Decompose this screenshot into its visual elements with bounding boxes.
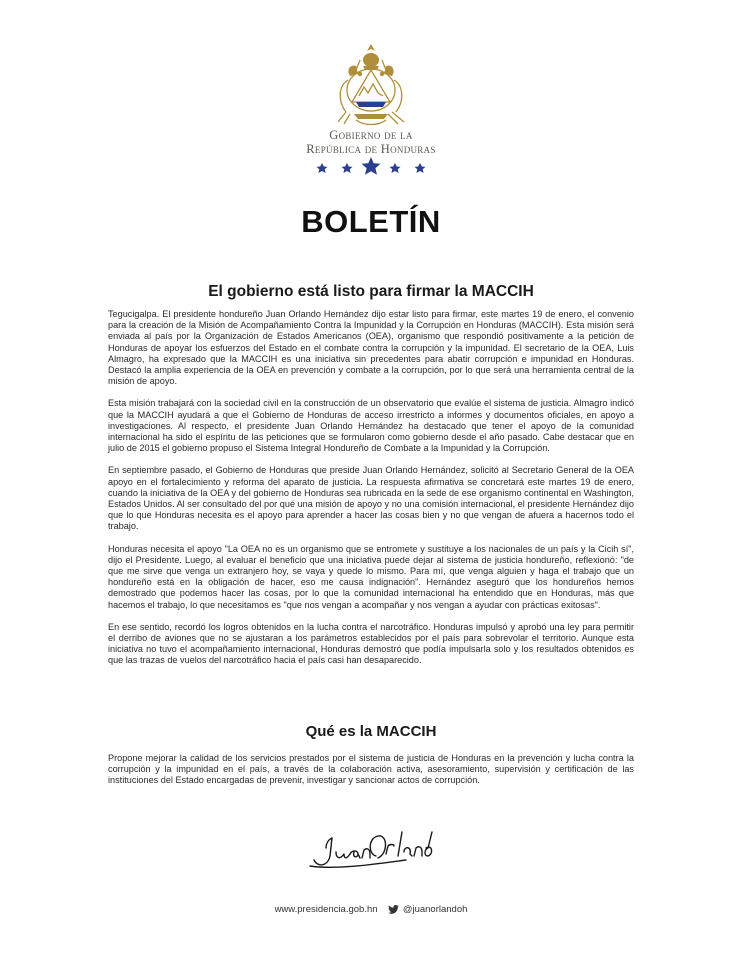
bulletin-title: BOLETÍN (301, 204, 441, 239)
honduras-coat-of-arms-icon (330, 40, 412, 128)
paragraph: En septiembre pasado, el Gobierno de Honduras que preside Juan Orlando Hernández, solicitó al Secretario General de la OEA apoyo en el fortalecimiento y reforma del aparato de justicia. La respuesta afirmativa se concretará este martes 19 de enero, cuando la iniciativa de la OEA y del gobierno de Honduras sea rubricada en la sede de ese organismo continental en Washington, Estados Unidos. Al ser consultado del por qué una misión de apoyo y no una comisión internacional, el presidente Hernández dijo que lo que Honduras necesita es el apoyo para aprender a hacer las cosas bien y no que vengan de afuera a hacernos todo el trabajo. (108, 465, 634, 532)
paragraph: En ese sentido, recordó los logros obtenidos en la lucha contra el narcotráfico. Honduras impulsó y aprobó una ley para permitir el derribo de aviones que no se ajustaran a los parámetros establecidos por el país para sobrevolar el territorio. Aunque esta iniciativa no tuvo el acompañamiento internacional, Honduras demostró que podía impulsarla solo y los resultados obtenidos es que las trazas de vuelos del narcotráfico hacia el país casi han desaparecido. (108, 621, 634, 666)
headline: El gobierno está listo para firmar la MACCIH (208, 283, 534, 300)
government-name-line1: Gobierno de la (329, 128, 413, 142)
paragraph: Esta misión trabajará con la sociedad civil en la construcción de un observatorio que evalúe el sistema de justicia. Almagro indicó que la MACCIH ayudará a que el Gobierno de Honduras de acceso irrestricto a informes y documentos oficiales, en apoyo a investigaciones. Al respecto, el presidente Juan Orlando Hernández ha destacado que tener el apoyo de la comunidad internacional ha sido el espíritu de las peticiones que se formularon como gobierno desde el año pasado. Cabe destacar que en julio de 2015 el gobierno propuso el Sistema Integral Hondureño de Combate a la Impunidad y la Corrupción. (108, 398, 634, 454)
government-name (271, 128, 471, 156)
section-paragraph: Propone mejorar la calidad de los servicios prestados por el sistema de justicia de Honduras en la prevención y lucha contra la corrupción y la impunidad en el país, a través de la colaboración activa, asesoramiento, supervisión y certificación de las instituciones del Estado encargadas de prevenir, investigar y sancionar actos de corrupción. (108, 753, 634, 786)
paragraph: Tegucigalpa. El presidente hondureño Juan Orlando Hernández dijo estar listo para firmar, este martes 19 de enero, el convenio para la creación de la Misión de Acompañamiento Contra la Impunidad y la Corrupción en Honduras (MACCIH). Esta misión será enviada al país por la Organización de Estados Americanos (OEA), organismo que respondió positivamente a la petición de Honduras de apoyar los esfuerzos del Estado en el combate contra la corrupción y la impunidad. El secretario de la OEA, Luis Almagro, ha expresado que la MACCIH es una iniciativa sin precedentes para abatir corrupción e impunidad en Honduras. Destacó la amplia experiencia de la OEA en prevención y combate a la corrupción, por lo que será una herramienta central de la misión de apoyo. (108, 309, 634, 387)
twitter-handle[interactable]: @juanorlandoh (402, 904, 468, 915)
website-link[interactable]: www.presidencia.gob.hn (274, 904, 378, 915)
footer (0, 904, 742, 915)
section-title: Qué es la MACCIH (305, 723, 437, 740)
paragraph: Honduras necesita el apoyo "La OEA no es un organismo que se entromete y sustituye a los nacionales de un país y la Cicih sí", dijo el Presidente. Luego, al evaluar el beneficio que una iniciativa puede dejar al sistema de justicia hondureño, reflexionó: "de que me sirve que venga un extranjero hoy, se vaya y quede lo mismo. Para mí, que venga alguien y haga el trabajo que un hondureño está en la obligación de hacer, eso me causa indignación". Hernández aseguró que los hondureños hemos demostrado que podemos hacer las cosas, por lo que la comunidad internacional ha entendido que en Honduras, más que hacemos el trabajo, lo que necesitamos es "que nos vengan a acompañar y nos vengan a ayudar con prácticas exitosas". (108, 543, 634, 610)
article-body (108, 309, 634, 678)
twitter-bird-icon (388, 905, 399, 914)
five-stars-icon (311, 155, 431, 179)
signature (306, 826, 440, 878)
section-body (108, 753, 634, 787)
government-name-line2: República de Honduras (306, 142, 436, 156)
